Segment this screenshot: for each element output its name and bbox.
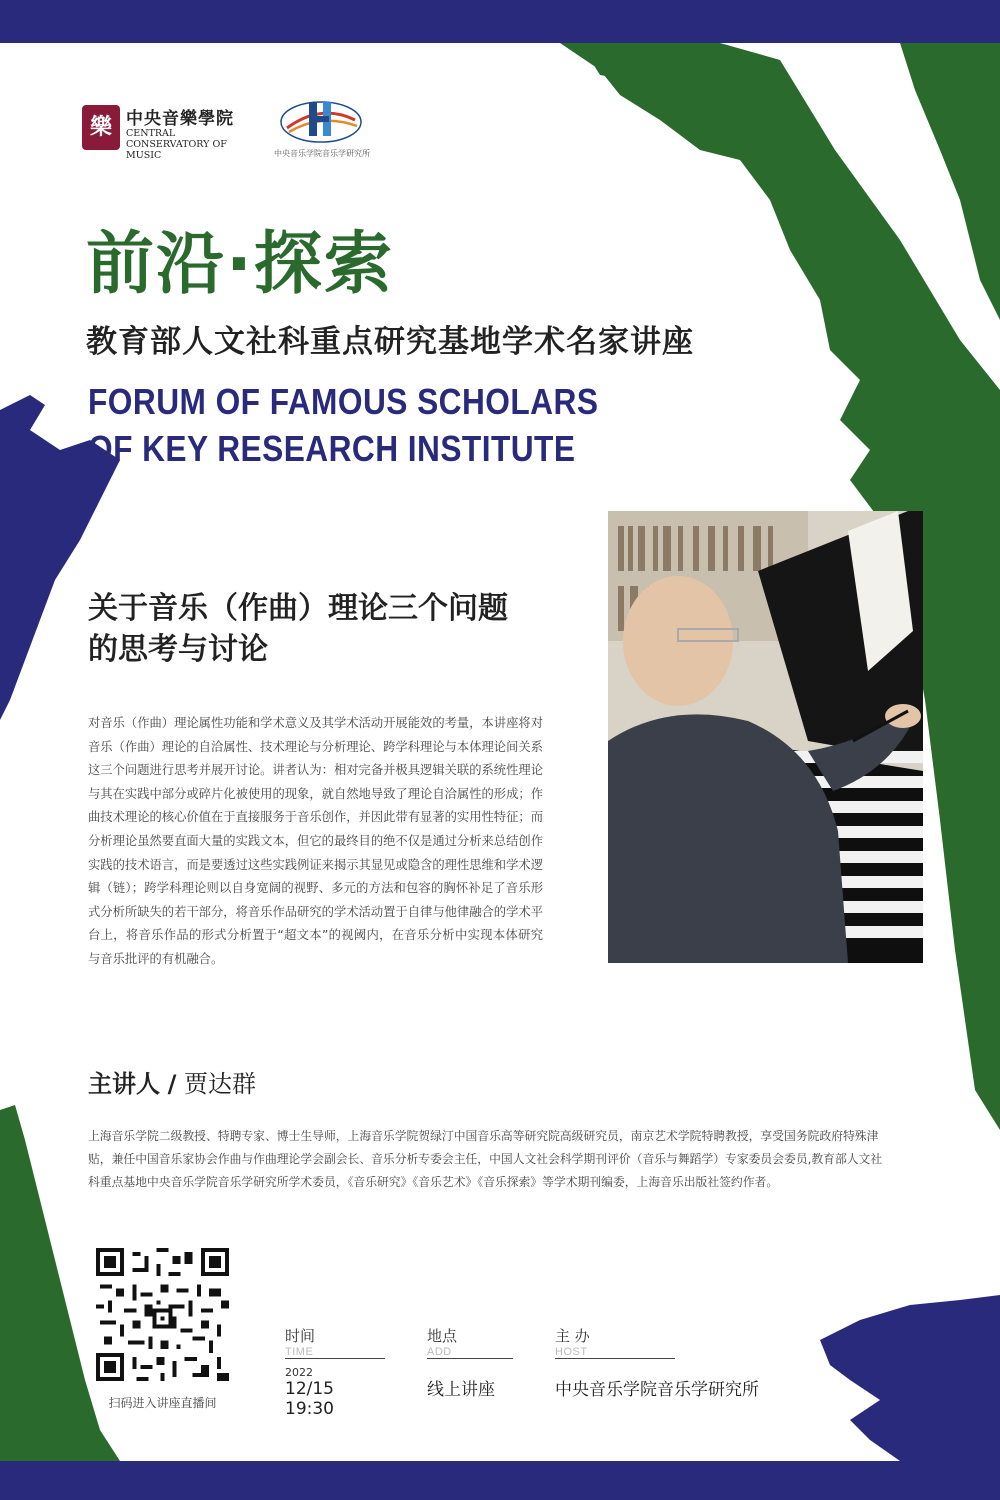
info-place <box>427 1325 513 1400</box>
sub-title: 教育部人文社科重点研究基地学术名家讲座 <box>86 324 694 360</box>
lecture-abstract: 对音乐（作曲）理论属性功能和学术意义及其学术活动开展能效的考量，本讲座将对音乐（作曲）理论的自洽属性、技术理论与分析理论、跨学科理论与本体理论间关系这三个问题进行思考并展开讨论。讲者认为：相对完备并极具逻辑关联的系统性理论与其在实践中部分或碎片化被使用的现象，就自然地导致了理论自洽属性的形成；作曲技术理论的核心价值在于直接服务于音乐创作，并因此带有显著的实用性特征；而分析理论虽然要直面大量的实践文本，但它的最终目的绝不仅是通过分析来总结创作实践的技术语言，而是要透过这些实践例证来揭示其显见或隐含的理性思维和学术逻辑（链）；跨学科理论则以自身宽阔的视野、多元的方法和包容的胸怀补足了音乐形式分析所缺失的若干部分，将音乐作品研究的学术活动置于自律与他律融合的学术平台上，将音乐作品的形式分析置于“超文本”的视阈内，在音乐分析中实现本体研究与音乐批评的有机融合。 <box>88 716 543 966</box>
ccom-logo-chinese-name: 中央音樂學院 <box>126 109 234 129</box>
lecture-title-line-2: 的思考与讨论 <box>88 632 268 667</box>
host-divider <box>555 1358 675 1359</box>
speaker-separator: / <box>167 1070 177 1098</box>
qr-caption: 扫码进入讲座直播间 <box>108 1396 217 1410</box>
time-divider <box>285 1358 385 1359</box>
speaker-heading <box>88 1064 256 1099</box>
speaker-name: 贾达群 <box>184 1070 257 1098</box>
host-label: 主 办 <box>555 1327 590 1345</box>
speaker-bio: 上海音乐学院二级教授、特聘专家、博士生导师，上海音乐学院贺绿汀中国音乐高等研究院高级研究员，南京艺术学院特聘教授，享受国务院政府特殊津贴，兼任中国音乐家协会作曲与作曲理论学会副会长、音乐分析专委会主任，中国人文社会科学期刊评价（音乐与舞蹈学）专家委员会委员,教育部人文社科重点基地中央音乐学院音乐学研究所学术委员，《音乐研究》《音乐艺术》《音乐探索》等学术期刊编委，上海音乐出版社签约作者。 <box>88 1129 883 1189</box>
host-sub-label: HOST <box>555 1346 588 1358</box>
time-year: 2022 <box>285 1366 313 1379</box>
time-value: 12/15 19:30 <box>285 1379 334 1419</box>
top-band <box>0 0 1000 43</box>
ccom-logo: 樂 <box>82 105 120 150</box>
qr-code[interactable] <box>96 1248 229 1381</box>
place-label: 地点 <box>427 1327 458 1345</box>
bottom-band <box>0 1461 1000 1500</box>
info-time <box>285 1325 385 1419</box>
lecture-title-line-1: 关于音乐（作曲）理论三个问题 <box>88 591 508 626</box>
host-value: 中央音乐学院音乐学研究所 <box>555 1380 759 1400</box>
place-value: 线上讲座 <box>427 1380 495 1400</box>
time-label: 时间 <box>285 1327 316 1345</box>
speaker-photo <box>608 511 923 963</box>
institute-logo-label: 中央音乐学院音乐学研究所 <box>274 149 370 158</box>
place-divider <box>427 1358 513 1359</box>
english-title: FORUM OF FAMOUS SCHOLARS OF KEY RESEARCH INSTITUTE <box>88 381 599 469</box>
lecture-title <box>88 588 548 670</box>
main-title: 前沿·探索 <box>86 225 394 304</box>
place-sub-label: ADD <box>427 1346 452 1358</box>
time-sub-label: TIME <box>285 1346 314 1358</box>
speaker-label: 主讲人 <box>88 1070 160 1098</box>
ccom-logo-english-name: CENTRAL CONSERVATORY OF MUSIC <box>126 128 227 161</box>
info-host <box>555 1325 775 1400</box>
institute-logo <box>277 98 365 144</box>
